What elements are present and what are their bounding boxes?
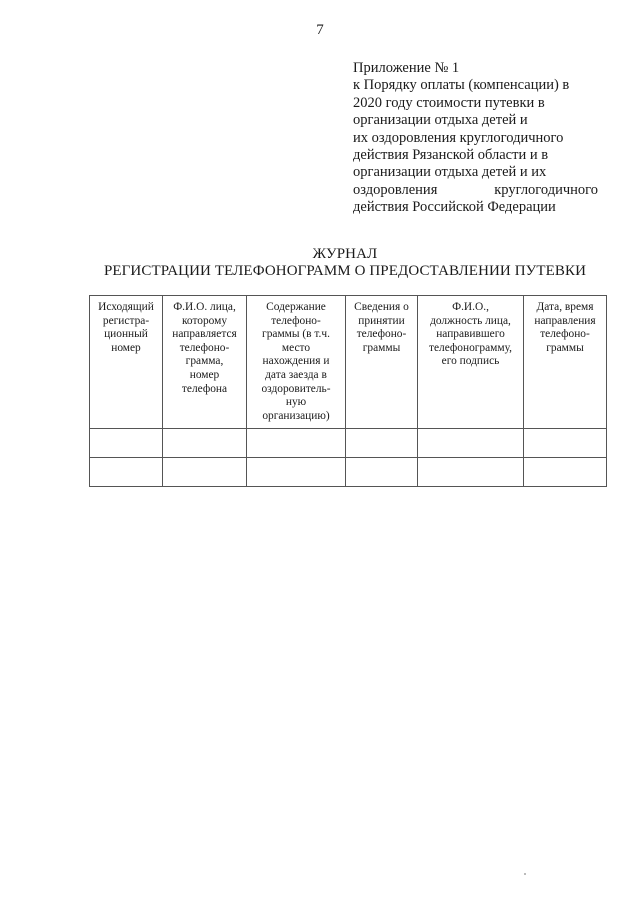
column-header-line: телефонограмму, bbox=[428, 341, 513, 354]
table-cell bbox=[418, 458, 524, 487]
column-header-line: Исходящий bbox=[98, 301, 154, 313]
table-cell bbox=[247, 458, 346, 487]
appendix-block bbox=[353, 60, 598, 217]
column-header-line: оздоровитель- bbox=[261, 382, 331, 395]
column-header-line: направления bbox=[534, 314, 596, 327]
table-cell bbox=[163, 429, 247, 458]
page-number: 7 bbox=[316, 22, 324, 38]
column-header-1 bbox=[90, 296, 163, 429]
scan-speck bbox=[524, 873, 526, 875]
column-header-line: ционный bbox=[104, 328, 148, 341]
column-header-line: направившего bbox=[436, 328, 505, 341]
column-header-line: ную bbox=[285, 396, 307, 409]
column-header-line: Ф.И.О. лица, bbox=[173, 301, 236, 313]
journal-table bbox=[89, 295, 607, 487]
column-header-line: дата заезда в bbox=[265, 368, 327, 381]
column-header-line: граммы (в т.ч. bbox=[262, 328, 330, 341]
column-header-line: регистра- bbox=[102, 314, 150, 327]
journal-title-line2: РЕГИСТРАЦИИ ТЕЛЕФОНОГРАММ О ПРЕДОСТАВЛЕНИИ ПУТЕВКИ bbox=[103, 263, 587, 279]
column-header-line: Дата, время bbox=[536, 301, 594, 313]
column-header-line: грамма, bbox=[185, 355, 224, 368]
appendix-line: к Порядку оплаты (компенсации) в bbox=[353, 77, 570, 94]
table-cell bbox=[346, 429, 418, 458]
table-cell bbox=[247, 429, 346, 458]
appendix-justified-line bbox=[353, 182, 598, 199]
appendix-line: Приложение № 1 bbox=[353, 60, 460, 76]
appendix-word: круглогодичного bbox=[494, 181, 598, 198]
column-header-4 bbox=[346, 296, 418, 429]
column-header-line: его подпись bbox=[441, 355, 500, 368]
journal-title bbox=[0, 246, 640, 280]
column-header-2 bbox=[163, 296, 247, 429]
column-header-5 bbox=[418, 296, 524, 429]
column-header-line: телефоно- bbox=[540, 328, 590, 341]
column-header-line: Ф.И.О., bbox=[452, 301, 489, 313]
column-header-line: граммы bbox=[362, 341, 401, 354]
table-cell bbox=[418, 429, 524, 458]
table-cell bbox=[346, 458, 418, 487]
column-header-line: организацию) bbox=[262, 409, 330, 422]
table-cell bbox=[90, 458, 163, 487]
appendix-word: оздоровления bbox=[353, 181, 438, 198]
column-header-line: принятии bbox=[358, 314, 405, 327]
column-header-line: телефоно- bbox=[356, 328, 407, 341]
column-header-line: Содержание bbox=[266, 301, 326, 313]
table-row bbox=[90, 458, 607, 487]
appendix-line: организации отдыха детей и bbox=[353, 112, 528, 129]
table-cell bbox=[524, 429, 607, 458]
column-header-3 bbox=[247, 296, 346, 429]
column-header-line: нахождения и bbox=[262, 355, 330, 368]
column-header-line: которому bbox=[181, 314, 228, 327]
appendix-line: организации отдыха детей и их bbox=[353, 164, 547, 181]
column-header-line: направляется bbox=[172, 328, 237, 341]
appendix-line: действия Рязанской области и в bbox=[353, 147, 549, 164]
appendix-line: действия Российской Федерации bbox=[353, 199, 556, 216]
column-header-line: Сведения о bbox=[354, 301, 409, 313]
column-header-line: номер bbox=[189, 368, 220, 381]
column-header-line: должность лица, bbox=[430, 314, 511, 327]
column-header-line: номер bbox=[111, 341, 141, 354]
column-header-6 bbox=[524, 296, 607, 429]
table-row bbox=[90, 429, 607, 458]
column-header-line: телефоно- bbox=[271, 314, 321, 327]
appendix-line: 2020 году стоимости путевки в bbox=[353, 94, 545, 111]
table-cell bbox=[163, 458, 247, 487]
column-header-line: телефона bbox=[181, 382, 228, 395]
column-header-line: телефоно- bbox=[179, 341, 230, 354]
journal-title-line1: ЖУРНАЛ bbox=[312, 246, 378, 262]
column-header-line: граммы bbox=[546, 341, 584, 354]
appendix-line: их оздоровления круглогодичного bbox=[353, 129, 564, 146]
table-body bbox=[90, 429, 607, 487]
table-cell bbox=[524, 458, 607, 487]
column-header-line: место bbox=[281, 341, 311, 354]
table-cell bbox=[90, 429, 163, 458]
table-header-row bbox=[90, 296, 607, 429]
